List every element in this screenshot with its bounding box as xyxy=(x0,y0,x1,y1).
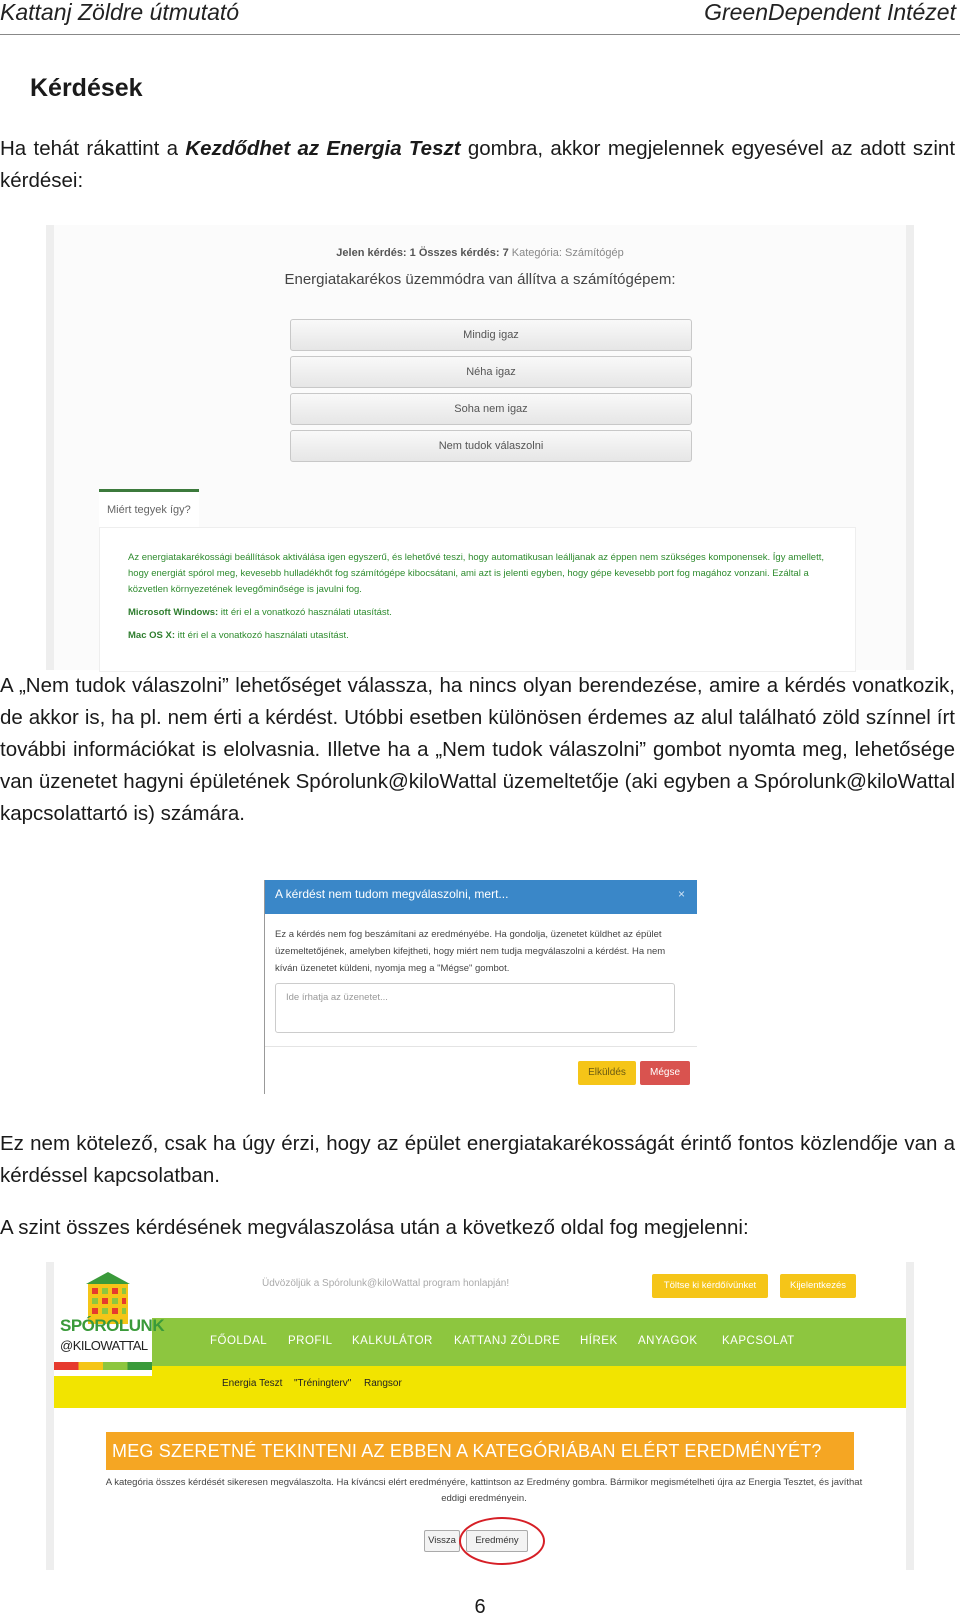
result-banner: MEG SZERETNÉ TEKINTENI AZ EBBEN A KATEGÓRIÁBAN ELÉRT EREDMÉNYÉT? xyxy=(106,1432,854,1470)
nav-item-materials[interactable]: ANYAGOK xyxy=(638,1335,698,1347)
back-button[interactable]: Vissza xyxy=(424,1530,460,1552)
question-meta: Jelen kérdés: 1 Összes kérdés: 7 Kategória: Számítógép xyxy=(336,247,624,259)
highlight-circle xyxy=(459,1517,545,1565)
nav-item-profile[interactable]: PROFIL xyxy=(288,1335,333,1347)
section-title: Kérdések xyxy=(30,74,143,102)
fill-survey-button[interactable]: Töltse ki kérdőívünket xyxy=(652,1274,768,1298)
question-text: Energiatakarékos üzemmódra van állítva a számítógépem: xyxy=(284,271,676,288)
message-modal-screenshot xyxy=(264,880,697,1094)
nav-item-calculator[interactable]: KALKULÁTOR xyxy=(352,1335,433,1347)
subnav-energy-test[interactable]: Energia Teszt xyxy=(222,1378,283,1389)
optional-paragraph: Ez nem kötelező, csak ha úgy érzi, hogy az épület energiatakarékosságát érintő fontos közlendője van a kérdéssel kapcsolatban. xyxy=(0,1132,955,1187)
cancel-button[interactable]: Mégse xyxy=(640,1061,690,1085)
after-level-paragraph: A szint összes kérdésének megválaszolása után a következő oldal fog megjelenni: xyxy=(0,1216,749,1239)
page-number: 6 xyxy=(474,1596,486,1618)
answer-never-button[interactable]: Soha nem igaz xyxy=(290,393,692,425)
header-right: GreenDependent Intézet xyxy=(704,0,956,25)
dont-know-paragraph: A „Nem tudok válaszolni” lehetőséget válassza, ha nincs olyan berendezése, amire a kérdés vonatkozik, de akkor is, ha pl. nem érti a kérdést. Utóbbi esetben különösen érdemes az alul található zöld színnel írt további információkat is elolvasnia. Illetve ha a „Nem tudok válaszolni” gombot nyomta meg, lehetősége van üzenetet hagyni épületének Spórolunk@kiloWattal üzemeltetője (aki egyben a Spórolunk@kiloWattal kapcsolattartó is) számára. xyxy=(0,674,955,825)
result-button[interactable]: Eredmény xyxy=(466,1530,528,1552)
why-panel xyxy=(99,527,856,672)
send-button[interactable]: Elküldés xyxy=(578,1061,636,1085)
close-icon[interactable]: × xyxy=(677,887,685,901)
nav-item-news[interactable]: HÍREK xyxy=(580,1335,618,1347)
nav-item-contact[interactable]: KAPCSOLAT xyxy=(722,1335,795,1347)
intro-paragraph: Ha tehát rákattint a Kezdődhet az Energia Teszt gombra, akkor megjelennek egyesével az adott szint kérdései: xyxy=(0,137,956,192)
logout-button[interactable]: Kijelentkezés xyxy=(780,1274,856,1298)
result-note: A kategória összes kérdését sikeresen megválaszolta. Ha kíváncsi elért eredményére, kattintson az Eredmény gombra. Bármikor megismételheti újra az Energia Tesztet, és javíthat eddigi eredményein. xyxy=(105,1477,863,1504)
question-screenshot xyxy=(46,225,914,670)
why-text: Az energiatakarékossági beállítások aktiválása igen egyszerű, és lehetővé teszi, hogy automatikusan leálljanak az éppen nem szükséges komponensek. Így amellett, hogy energiát spórol meg, kevesebb hulladékhőt fog számítógépe kibocsátani, ami azt is jelenti egyben, hogy gépe kevesebb port fog magához vonzani. Ezáltal a közvetlen környezetének levegőminősége is javulni fog. xyxy=(128,552,825,595)
modal-title: A kérdést nem tudom megválaszolni, mert... xyxy=(275,887,509,901)
nav-item-home[interactable]: FŐOLDAL xyxy=(210,1335,268,1347)
message-textarea[interactable]: Ide írhatja az üzenetet... xyxy=(275,983,675,1033)
logo-text-top: SPÓROLUNK xyxy=(60,1316,165,1335)
header-rule xyxy=(0,34,960,35)
sub-nav xyxy=(54,1366,906,1408)
result-screenshot xyxy=(46,1262,914,1570)
modal-header xyxy=(265,880,697,914)
button-reference: Kezdődhet az Energia Teszt xyxy=(185,137,461,160)
modal-divider xyxy=(265,1046,697,1047)
answer-always-button[interactable]: Mindig igaz xyxy=(290,319,692,351)
site-topbar xyxy=(152,1262,906,1318)
logo-color-bar xyxy=(54,1362,152,1370)
answer-sometimes-button[interactable]: Néha igaz xyxy=(290,356,692,388)
modal-body: Ez a kérdés nem fog beszámítani az eredményébe. Ha gondolja, üzenetet küldhet az épület üzemeltetőjének, amelyben kifejtheti, hogy miért nem tudja megválaszolni a kérdést. Ha nem kíván üzenetet küldeni, nyomja meg a "Mégse" gombot. xyxy=(275,929,666,974)
welcome-text: Üdvözöljük a Spórolunk@kiloWattal program honlapján! xyxy=(262,1278,510,1289)
main-nav xyxy=(152,1318,906,1366)
subnav-ranking[interactable]: Rangsor xyxy=(364,1378,402,1389)
header-left: Kattanj Zöldre útmutató xyxy=(0,0,240,25)
subnav-training-plan[interactable]: "Tréningterv" xyxy=(294,1378,352,1389)
site-logo[interactable] xyxy=(54,1262,165,1376)
tab-why[interactable]: Miért tegyek így? xyxy=(99,489,199,527)
logo-text-bottom: @KILOWATTAL xyxy=(60,1338,148,1353)
windows-link[interactable]: Microsoft Windows: itt éri el a vonatkozó használati utasítást. xyxy=(128,607,392,618)
mac-link[interactable]: Mac OS X: itt éri el a vonatkozó használati utasítást. xyxy=(128,630,349,641)
nav-item-click-green[interactable]: KATTANJ ZÖLDRE xyxy=(454,1335,561,1347)
page-header xyxy=(0,0,960,40)
answer-dont-know-button[interactable]: Nem tudok válaszolni xyxy=(290,430,692,462)
